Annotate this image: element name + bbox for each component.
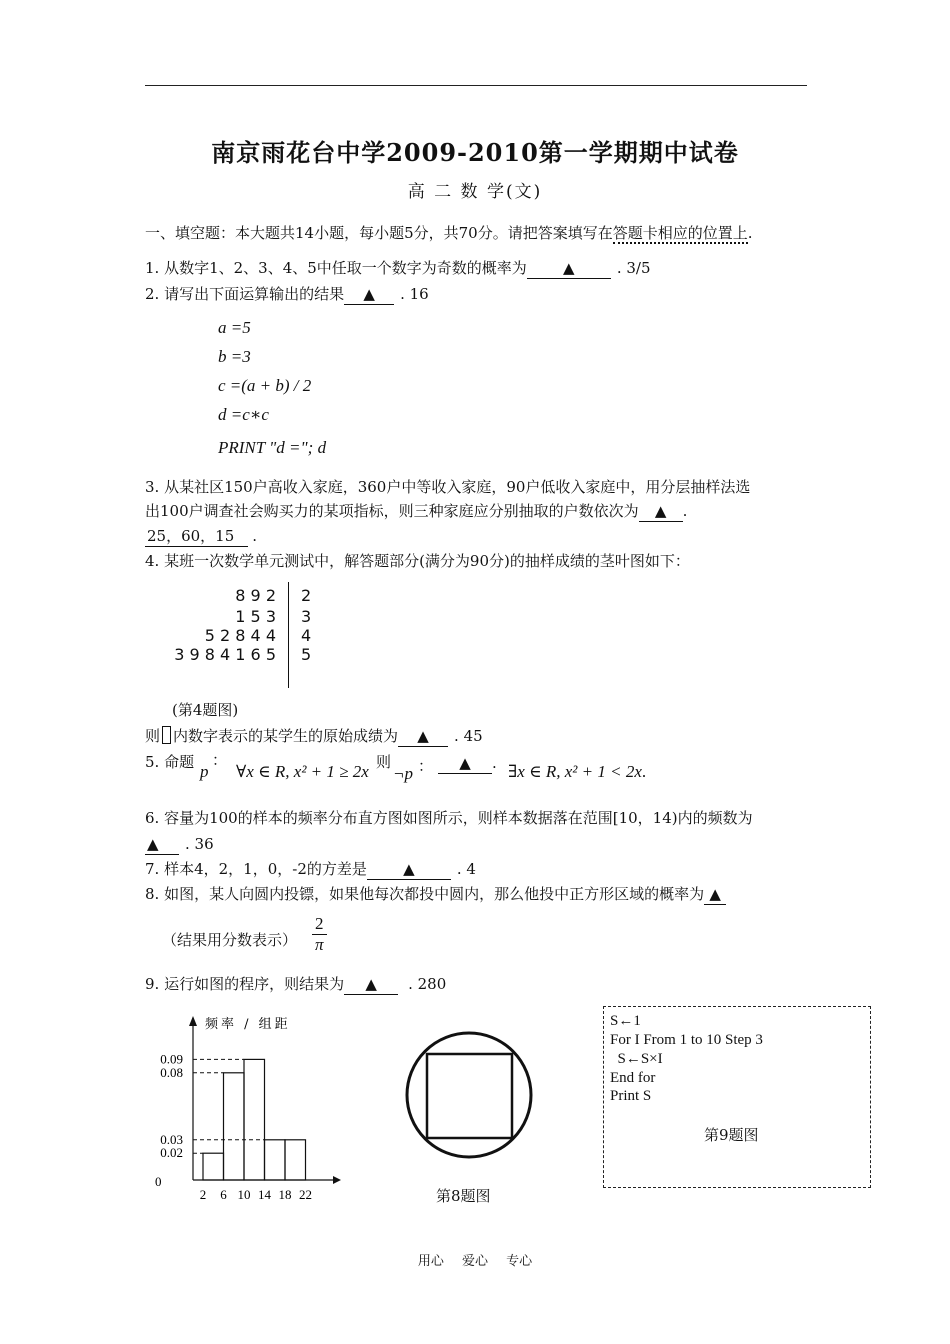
q2-code-line-3: c =(a + b) / 2: [218, 376, 312, 395]
histogram-bar: [224, 1073, 245, 1180]
q4-follow: [145, 726, 483, 747]
q7-blank: ▲: [367, 859, 451, 880]
q9-answer: . 280: [408, 975, 447, 993]
question-2: [145, 284, 429, 305]
q8-answer-fraction: [312, 914, 327, 955]
program-caption: 第9题图: [704, 1126, 759, 1144]
q8-note: （结果用分数表示）: [162, 931, 298, 949]
histogram-bar: [244, 1059, 265, 1180]
q5-p: p: [200, 762, 209, 781]
leaf-row-3: 5 2 8 4 4: [204, 626, 276, 645]
y-tick-label: 0.08: [160, 1064, 183, 1080]
footer: 用心 爱心 专心: [417, 1254, 533, 1269]
q5-blank: ▲: [438, 753, 492, 774]
histogram-bar: [203, 1153, 224, 1180]
q2-code-line-2: b =3: [218, 347, 251, 366]
page-subtitle: 高 二 数 学(文): [407, 182, 543, 202]
q4-caption: (第4题图): [172, 701, 239, 719]
stem-4: 4: [301, 626, 312, 645]
question-9: [145, 974, 446, 995]
q5-colon-2: ：: [418, 757, 434, 775]
q5-then: 则: [376, 753, 392, 771]
q1-blank: ▲: [527, 258, 611, 279]
stem-3: 3: [301, 607, 312, 626]
q5-prefix: 5. 命题: [145, 753, 195, 771]
leaf-row-4: 3 9 8 4 1 6 5: [174, 645, 276, 664]
y-tick-label: 0: [155, 1174, 162, 1189]
q5-negp: ¬p: [393, 764, 413, 783]
q5-colon: ：: [212, 751, 228, 769]
inscribed-square: [427, 1054, 512, 1138]
q6-blank: ▲: [145, 834, 179, 855]
stem-5: 5: [301, 645, 312, 664]
program-line-2: For I From 1 to 10 Step 3: [610, 1032, 763, 1048]
q9-text: 9. 运行如图的程序，则结果为: [145, 975, 345, 993]
q7-answer: . 4: [456, 860, 476, 878]
circle-square-figure: [402, 1025, 552, 1175]
q3-answer: 25，60，15: [145, 526, 248, 547]
q2-code-line-1: a =5: [218, 318, 251, 337]
q2-text: 2. 请写出下面运算输出的结果: [145, 285, 345, 303]
q8-text: 8. 如图，某人向圆内投镖，如果他每次都投中圆内，那么他投中正方形区域的概率为: [145, 885, 705, 903]
intro-text: 一、填空题：本大题共14小题，每小题5分，共70分。请把答案填写在: [145, 224, 613, 242]
page-title: 南京雨花台中学2009-2010第一学期期中试卷: [211, 138, 739, 167]
question-8: [145, 884, 726, 905]
q4-answer: . 45: [454, 727, 483, 745]
q7-text: 7. 样本4，2，1，0，-2的方差是: [145, 860, 367, 878]
q2-code-line-5: PRINT "d ="; d: [218, 438, 327, 457]
program-box: [603, 1006, 871, 1188]
histogram-bar: [285, 1140, 306, 1180]
program-line-4: End for: [610, 1070, 656, 1086]
q6-line-1: 6. 容量为100的样本的频率分布直方图如图所示，则样本数据落在范围[10，14)内的频数为: [145, 809, 753, 827]
x-axis-arrow: [333, 1176, 341, 1184]
intro-end: .: [747, 224, 753, 242]
q3-line-2: [145, 501, 687, 522]
section-intro: [145, 223, 753, 243]
y-tick-label: 0.03: [160, 1131, 183, 1147]
histogram-bar: [265, 1140, 286, 1180]
x-tick-label: 18: [278, 1187, 292, 1202]
y-axis-label: 频率 / 组距: [205, 1017, 291, 1032]
program-line-1: S←1: [610, 1013, 641, 1029]
question-7: [145, 859, 476, 880]
x-tick-label: 6: [220, 1187, 227, 1202]
histogram-chart: [140, 1010, 350, 1210]
stem-leaf-divider: [288, 582, 289, 688]
empty-box: [162, 726, 171, 744]
header-rule: [145, 85, 807, 86]
y-axis-arrow: [189, 1016, 197, 1026]
q9-blank: ▲: [344, 974, 398, 995]
x-tick-label: 14: [258, 1187, 271, 1202]
q4-follow-b: 内数字表示的某学生的原始成绩为: [173, 727, 399, 745]
program-line-3: S←S×I: [610, 1051, 663, 1067]
q5-answer: [508, 762, 646, 782]
q1-answer: . 3/5: [616, 259, 651, 277]
q5-proposition: ∀x ∈ R, x² + 1 ≥ 2x: [236, 762, 369, 781]
q8-blank: ▲: [704, 884, 726, 905]
program-line-5: Print S: [610, 1088, 652, 1104]
q2-code-line-4: d =c∗c: [218, 405, 269, 424]
y-tick-label: 0.02: [160, 1145, 183, 1161]
q2-answer: . 16: [400, 285, 429, 303]
q8-answer-num: 2: [312, 914, 327, 935]
q3-text: 出100户调查社会购买力的某项指标，则三种家庭应分别抽取的户数依次为: [145, 502, 639, 520]
leaf-row-2: 1 5 3: [235, 607, 276, 626]
q5-answer-text: ∃x ∈ R, x² + 1 < 2x: [508, 762, 642, 781]
q3-answer-line: [145, 526, 257, 547]
x-tick-label: 10: [237, 1187, 251, 1202]
intro-emphasis: 答题卡相应的位置上: [612, 224, 748, 242]
q4-blank: ▲: [398, 726, 448, 747]
q2-blank: ▲: [344, 284, 394, 305]
q6-answer: . 36: [185, 835, 214, 853]
q4-text: 4. 某班一次数学单元测试中，解答题部分(满分为90分)的抽样成绩的茎叶图如下：: [145, 552, 690, 570]
y-tick-label: 0.09: [160, 1051, 183, 1067]
x-tick-label: 22: [299, 1187, 312, 1202]
q1-text: 1. 从数字1、2、3、4、5中任取一个数字为奇数的概率为: [145, 259, 527, 277]
q3-line-1: 3. 从某社区150户高收入家庭，360户中等收入家庭，90户低收入家庭中，用分层抽样法选: [145, 478, 751, 496]
q3-dot: .: [682, 502, 688, 520]
question-1: [145, 258, 651, 279]
q5-dot: .: [492, 754, 497, 772]
q8-figure-caption: 第8题图: [436, 1187, 491, 1205]
q3-blank: ▲: [639, 501, 683, 522]
q3-answer-dot: .: [252, 527, 258, 545]
q8-answer-den: π: [314, 935, 324, 954]
q6-line-2: [145, 834, 214, 855]
q5-answer-dot: .: [641, 762, 647, 781]
q4-follow-a: 则: [145, 727, 161, 745]
x-tick-label: 2: [199, 1187, 207, 1202]
q5-blank-wrap: [438, 753, 497, 774]
leaf-row-1: 8 9 2: [235, 586, 276, 605]
stem-2: 2: [301, 586, 312, 605]
